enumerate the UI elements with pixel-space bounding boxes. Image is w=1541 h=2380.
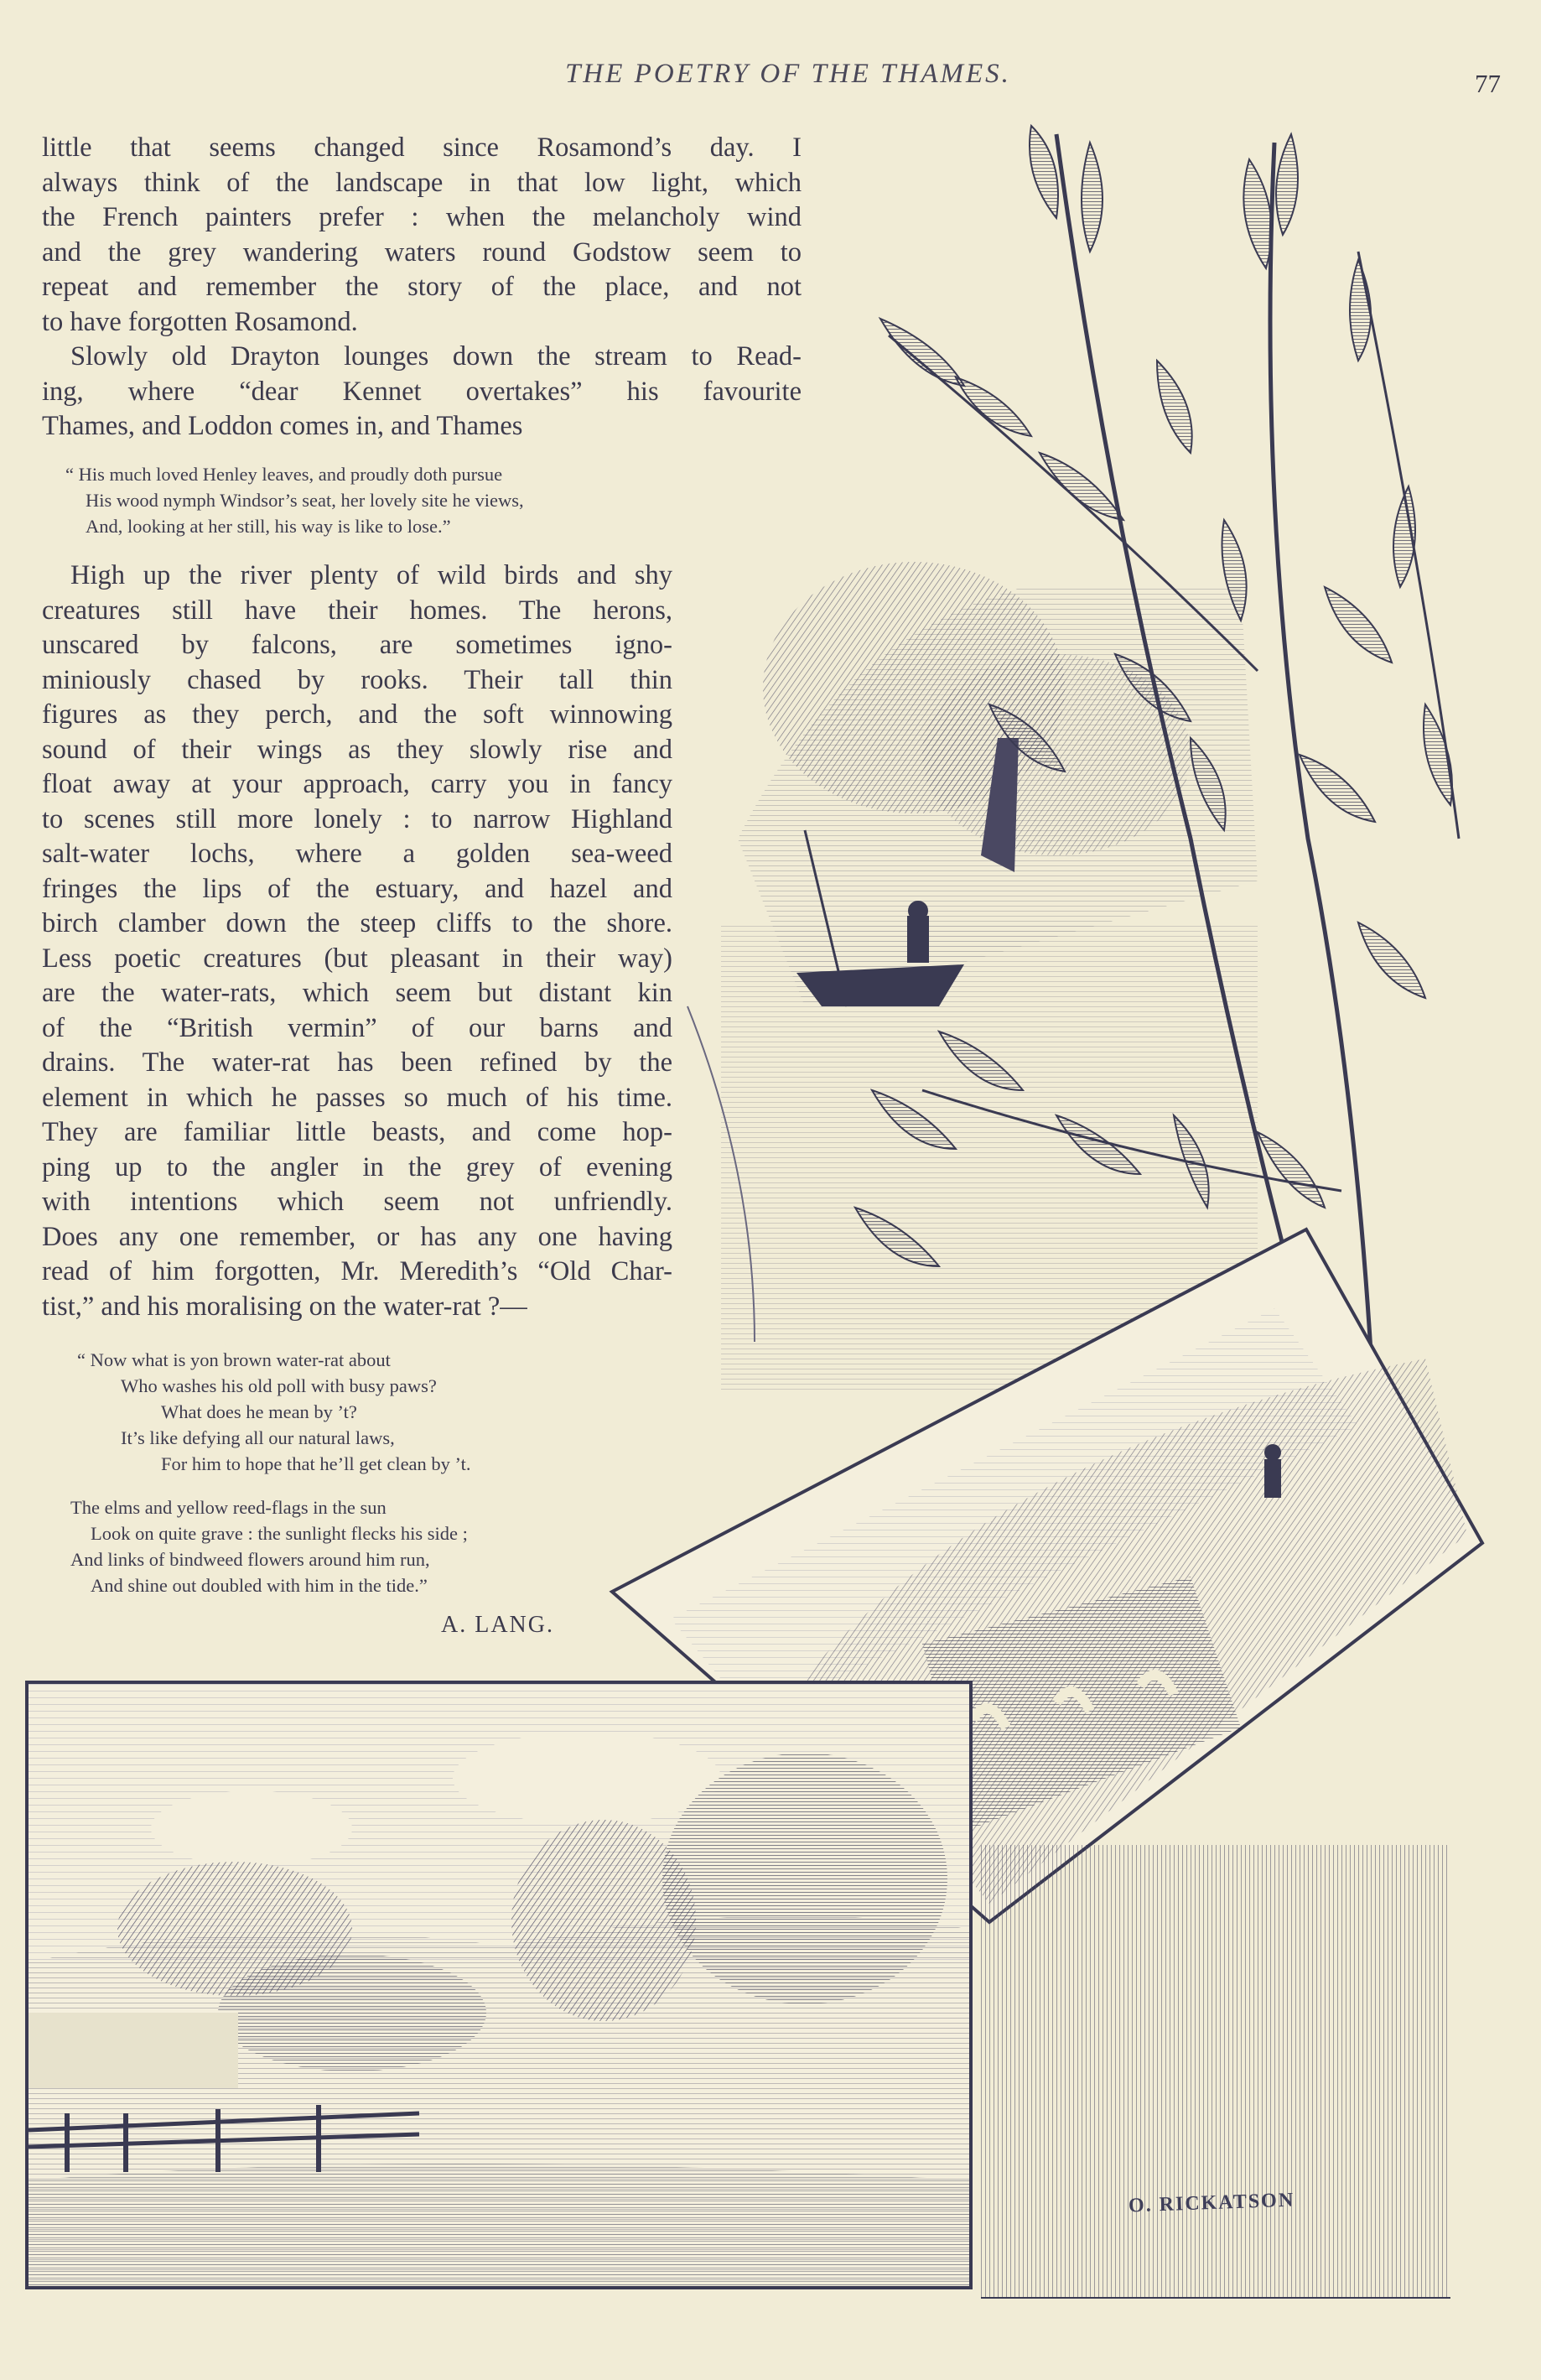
text-line: Thames, and Loddon comes in, and Thames	[42, 411, 523, 441]
text-line: birch clamber down the steep cliffs to the shore.	[42, 908, 672, 938]
reeds	[981, 1845, 1450, 2298]
paragraph-herons	[42, 559, 672, 1324]
text-line: and the grey wandering waters round Godstow seem to	[42, 236, 802, 268]
quote-line: It’s like defying all our natural laws,	[121, 1427, 395, 1448]
quote-line: His wood nymph Windsor’s seat, her lovely site he views,	[86, 490, 524, 511]
quote-line: “ His much loved Henley leaves, and proudly doth pursue	[65, 464, 503, 485]
running-head: THE POETRY OF THE THAMES.	[565, 59, 1011, 89]
text-line: miniously chased by rooks. Their tall thin	[42, 664, 672, 695]
poem-attribution: A. LANG.	[441, 1612, 554, 1638]
text-line: with intentions which seem not unfriendly.	[42, 1187, 672, 1217]
artist-signature: O. RICKATSON	[1128, 2189, 1295, 2217]
meredith-stanza-2	[70, 1494, 607, 1598]
text-line: little that seems changed since Rosamond’s day. I	[42, 133, 802, 163]
text-line: drains. The water-rat has been refined by the	[42, 1047, 672, 1078]
text-line: ping up to the angler in the grey of evening	[42, 1151, 672, 1182]
quote-line: “ Now what is yon brown water-rat about	[77, 1349, 391, 1370]
text-line: to have forgotten Rosamond.	[42, 306, 358, 337]
quote-line: For him to hope that he’ll get clean by ’t.	[161, 1453, 471, 1474]
meredith-stanza-1	[77, 1347, 597, 1477]
text-line: Does any one remember, or has any one having	[42, 1221, 672, 1252]
text-line: of the “British vermin” of our barns and	[42, 1012, 672, 1043]
landscape-picture	[27, 1682, 971, 2288]
quote-line: What does he mean by ’t?	[161, 1401, 357, 1422]
article-body	[42, 131, 802, 444]
text-line: float away at your approach, carry you in fancy	[42, 769, 672, 799]
river-scene	[687, 562, 1258, 1392]
text-line: sound of their wings as they slowly rise and	[42, 734, 672, 765]
quote-line: Who washes his old poll with busy paws?	[121, 1375, 437, 1396]
text-line: to scenes still more lonely : to narrow Highland	[42, 803, 672, 834]
text-line: Less poetic creatures (but pleasant in their way)	[42, 943, 672, 974]
text-line: They are familiar little beasts, and come hop-	[42, 1117, 672, 1147]
quote-line: And shine out doubled with him in the tide.”	[91, 1575, 428, 1596]
text-line: fringes the lips of the estuary, and hazel and	[42, 873, 672, 904]
text-line: tist,” and his moralising on the water-rat ?—	[42, 1291, 527, 1322]
quote-line: Look on quite grave : the sunlight flecks his side ;	[91, 1523, 468, 1544]
quote-line: And links of bindweed flowers around him run,	[70, 1549, 430, 1570]
quote-line: And, looking at her still, his way is like to lose.”	[86, 516, 451, 537]
text-line: unscared by falcons, are sometimes igno-	[42, 630, 672, 660]
text-line: element in which he passes so much of his time.	[42, 1082, 672, 1113]
paragraph-drayton	[42, 340, 802, 444]
text-line: read of him forgotten, Mr. Meredith’s “Old Char-	[42, 1256, 672, 1286]
text-line: repeat and remember the story of the place, and not	[42, 272, 802, 302]
quote-line: The elms and yellow reed-flags in the sun	[70, 1497, 387, 1518]
text-line: High up the river plenty of wild birds and shy	[70, 560, 672, 590]
text-line: ing, where “dear Kennet overtakes” his favourite	[42, 376, 802, 407]
page-number: 77	[1475, 69, 1501, 98]
text-line: salt-water lochs, where a golden sea-weed	[42, 839, 672, 869]
text-line: are the water-rats, which seem but distant kin	[42, 978, 672, 1008]
paragraph-rosamond	[42, 131, 802, 340]
text-line: figures as they perch, and the soft winnowing	[42, 699, 672, 730]
text-line: the French painters prefer : when the melancholy wind	[42, 202, 802, 232]
text-line: Slowly old Drayton lounges down the stream to Read-	[70, 341, 802, 372]
drayton-quote	[65, 461, 686, 539]
text-line: creatures still have their homes. The herons,	[42, 595, 672, 626]
text-line: always think of the landscape in that low light, which	[42, 167, 802, 198]
